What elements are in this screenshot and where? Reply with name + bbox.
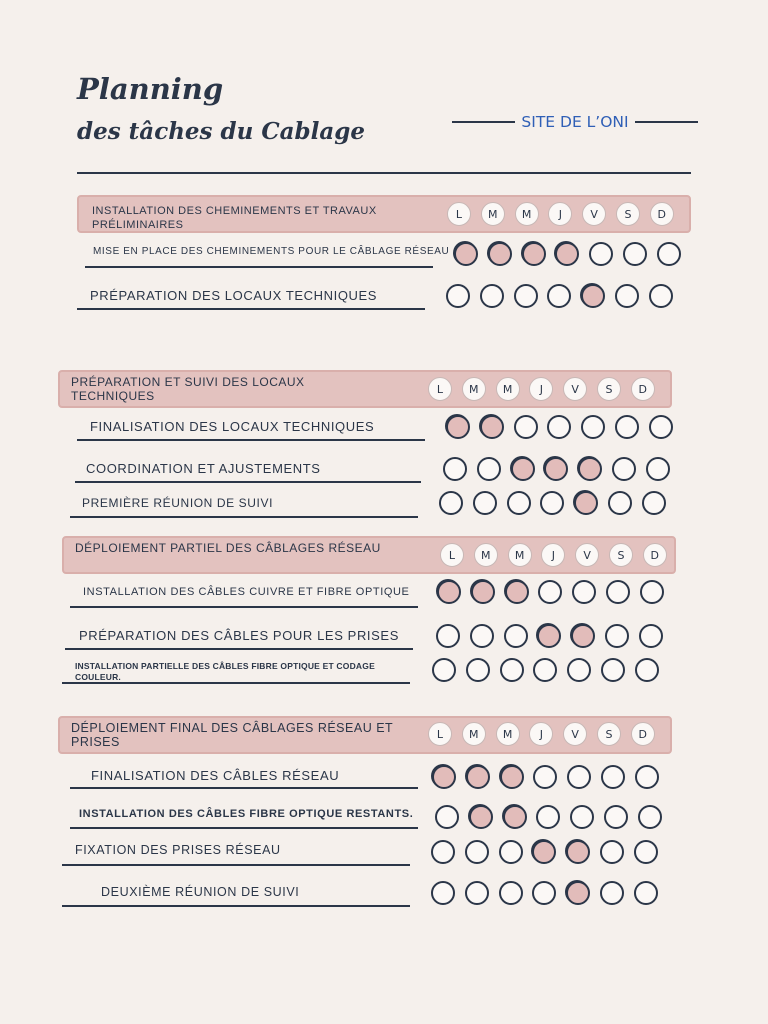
day-checkbox-empty[interactable] bbox=[507, 491, 531, 515]
day-label: D bbox=[631, 722, 655, 746]
task-underline bbox=[70, 827, 418, 829]
task-underline bbox=[77, 439, 425, 441]
day-checkbox-filled[interactable] bbox=[488, 242, 512, 266]
day-checkbox-empty[interactable] bbox=[499, 881, 523, 905]
day-checkbox-filled[interactable] bbox=[566, 881, 590, 905]
day-checkbox-empty[interactable] bbox=[533, 658, 557, 682]
day-checkbox-empty[interactable] bbox=[473, 491, 497, 515]
day-checkbox-empty[interactable] bbox=[432, 658, 456, 682]
day-checkbox-empty[interactable] bbox=[600, 881, 624, 905]
page-title: Planning bbox=[77, 72, 224, 106]
day-checkbox-empty[interactable] bbox=[431, 881, 455, 905]
day-checkbox-empty[interactable] bbox=[567, 765, 591, 789]
day-checkbox-filled[interactable] bbox=[544, 457, 568, 481]
day-checkbox-filled[interactable] bbox=[505, 580, 529, 604]
title-divider bbox=[77, 172, 691, 174]
day-checkbox-filled[interactable] bbox=[437, 580, 461, 604]
day-label: L bbox=[428, 722, 452, 746]
day-checkbox-empty[interactable] bbox=[465, 881, 489, 905]
task-underline bbox=[62, 864, 410, 866]
task-underline bbox=[70, 787, 418, 789]
task-label: PRÉPARATION DES LOCAUX TECHNIQUES bbox=[90, 288, 378, 303]
day-label: L bbox=[428, 377, 452, 401]
day-checkbox-empty[interactable] bbox=[640, 580, 664, 604]
task-underline bbox=[70, 606, 418, 608]
task-label: FINALISATION DES LOCAUX TECHNIQUES bbox=[90, 419, 375, 434]
day-checkbox-empty[interactable] bbox=[532, 881, 556, 905]
day-label: D bbox=[650, 202, 674, 226]
day-checkbox-empty[interactable] bbox=[439, 491, 463, 515]
day-label: M bbox=[474, 543, 498, 567]
day-checkbox-empty[interactable] bbox=[477, 457, 501, 481]
day-checkbox-empty[interactable] bbox=[572, 580, 596, 604]
section-title: PRÉPARATION ET SUIVI DES LOCAUX TECHNIQUES bbox=[71, 375, 305, 403]
task-label: INSTALLATION PARTIELLE DES CÂBLES FIBRE OPTIQUE ET CODAGE COULEUR. bbox=[75, 661, 375, 682]
task-underline bbox=[75, 481, 421, 483]
day-checkbox-empty[interactable] bbox=[547, 284, 571, 308]
task-label: PRÉPARATION DES CÂBLES POUR LES PRISES bbox=[79, 628, 399, 643]
day-checkbox-filled[interactable] bbox=[471, 580, 495, 604]
day-checkbox-filled[interactable] bbox=[503, 805, 527, 829]
day-checkbox-empty[interactable] bbox=[608, 491, 632, 515]
day-checkbox-filled[interactable] bbox=[555, 242, 579, 266]
day-checkbox-filled[interactable] bbox=[480, 415, 504, 439]
day-checkbox-empty[interactable] bbox=[538, 580, 562, 604]
site-rule-left bbox=[452, 121, 515, 123]
day-checkbox-empty[interactable] bbox=[570, 805, 594, 829]
day-label: M bbox=[462, 722, 486, 746]
day-checkbox-empty[interactable] bbox=[605, 624, 629, 648]
day-checkbox-empty[interactable] bbox=[612, 457, 636, 481]
day-checkbox-empty[interactable] bbox=[567, 658, 591, 682]
day-label: J bbox=[541, 543, 565, 567]
day-checkbox-filled[interactable] bbox=[581, 284, 605, 308]
day-label: J bbox=[548, 202, 572, 226]
task-label: COORDINATION ET AJUSTEMENTS bbox=[86, 461, 321, 476]
day-checkbox-empty[interactable] bbox=[635, 658, 659, 682]
section-title: INSTALLATION DES CHEMINEMENTS ET TRAVAUX PRÉLIMINAIRES bbox=[92, 205, 377, 231]
day-label: S bbox=[616, 202, 640, 226]
task-label: FINALISATION DES CÂBLES RÉSEAU bbox=[91, 768, 340, 783]
day-checkbox-filled[interactable] bbox=[574, 491, 598, 515]
day-label: J bbox=[529, 722, 553, 746]
day-checkbox-empty[interactable] bbox=[589, 242, 613, 266]
day-checkbox-empty[interactable] bbox=[480, 284, 504, 308]
day-label: M bbox=[496, 722, 520, 746]
day-checkbox-empty[interactable] bbox=[533, 765, 557, 789]
day-checkbox-filled[interactable] bbox=[537, 624, 561, 648]
day-checkbox-empty[interactable] bbox=[646, 457, 670, 481]
section-title: DÉPLOIEMENT FINAL DES CÂBLAGES RÉSEAU ET PRISES bbox=[71, 721, 393, 749]
day-checkbox-empty[interactable] bbox=[615, 284, 639, 308]
task-underline bbox=[65, 648, 413, 650]
day-label: S bbox=[609, 543, 633, 567]
day-checkbox-empty[interactable] bbox=[634, 840, 658, 864]
task-underline bbox=[70, 516, 418, 518]
day-label: M bbox=[515, 202, 539, 226]
day-checkbox-empty[interactable] bbox=[601, 658, 625, 682]
day-checkbox-filled[interactable] bbox=[432, 765, 456, 789]
day-label: L bbox=[440, 543, 464, 567]
day-checkbox-empty[interactable] bbox=[514, 415, 538, 439]
task-label: MISE EN PLACE DES CHEMINEMENTS POUR LE CÂBLAGE RÉSEAU bbox=[93, 246, 450, 257]
day-checkbox-filled[interactable] bbox=[469, 805, 493, 829]
day-checkbox-filled[interactable] bbox=[454, 242, 478, 266]
day-label: M bbox=[508, 543, 532, 567]
day-checkbox-empty[interactable] bbox=[466, 658, 490, 682]
day-checkbox-empty[interactable] bbox=[639, 624, 663, 648]
day-checkbox-empty[interactable] bbox=[500, 658, 524, 682]
site-name: SITE DE L’ONI bbox=[521, 113, 629, 131]
day-checkbox-filled[interactable] bbox=[522, 242, 546, 266]
day-checkbox-filled[interactable] bbox=[578, 457, 602, 481]
site-rule-right bbox=[635, 121, 698, 123]
day-checkbox-empty[interactable] bbox=[443, 457, 467, 481]
day-label: D bbox=[643, 543, 667, 567]
day-checkbox-empty[interactable] bbox=[536, 805, 560, 829]
day-label: M bbox=[496, 377, 520, 401]
task-underline bbox=[62, 905, 410, 907]
day-checkbox-empty[interactable] bbox=[604, 805, 628, 829]
day-label: V bbox=[575, 543, 599, 567]
day-label: S bbox=[597, 722, 621, 746]
day-checkbox-empty[interactable] bbox=[514, 284, 538, 308]
day-checkbox-empty[interactable] bbox=[431, 840, 455, 864]
day-checkbox-empty[interactable] bbox=[600, 840, 624, 864]
day-checkbox-empty[interactable] bbox=[540, 491, 564, 515]
day-checkbox-empty[interactable] bbox=[657, 242, 681, 266]
day-checkbox-filled[interactable] bbox=[532, 840, 556, 864]
task-underline bbox=[77, 308, 425, 310]
day-checkbox-empty[interactable] bbox=[435, 805, 459, 829]
day-checkbox-empty[interactable] bbox=[638, 805, 662, 829]
day-checkbox-empty[interactable] bbox=[606, 580, 630, 604]
day-label: M bbox=[462, 377, 486, 401]
day-checkbox-filled[interactable] bbox=[566, 840, 590, 864]
day-checkbox-empty[interactable] bbox=[470, 624, 494, 648]
day-label: L bbox=[447, 202, 471, 226]
day-checkbox-filled[interactable] bbox=[571, 624, 595, 648]
day-label: V bbox=[563, 722, 587, 746]
day-checkbox-filled[interactable] bbox=[466, 765, 490, 789]
day-checkbox-empty[interactable] bbox=[601, 765, 625, 789]
day-checkbox-empty[interactable] bbox=[634, 881, 658, 905]
day-checkbox-empty[interactable] bbox=[581, 415, 605, 439]
page-subtitle: des tâches du Cablage bbox=[77, 118, 365, 145]
task-underline bbox=[62, 682, 410, 684]
day-checkbox-empty[interactable] bbox=[499, 840, 523, 864]
day-checkbox-empty[interactable] bbox=[446, 284, 470, 308]
day-checkbox-empty[interactable] bbox=[547, 415, 571, 439]
day-checkbox-empty[interactable] bbox=[623, 242, 647, 266]
task-label: INSTALLATION DES CÂBLES CUIVRE ET FIBRE OPTIQUE bbox=[83, 586, 410, 598]
day-label: S bbox=[597, 377, 621, 401]
day-checkbox-empty[interactable] bbox=[465, 840, 489, 864]
task-label: INSTALLATION DES CÂBLES FIBRE OPTIQUE RESTANTS. bbox=[79, 808, 414, 820]
day-checkbox-filled[interactable] bbox=[446, 415, 470, 439]
day-checkbox-empty[interactable] bbox=[504, 624, 528, 648]
task-label: DEUXIÈME RÉUNION DE SUIVI bbox=[101, 885, 300, 899]
day-checkbox-empty[interactable] bbox=[635, 765, 659, 789]
day-label: D bbox=[631, 377, 655, 401]
day-checkbox-empty[interactable] bbox=[649, 415, 673, 439]
day-checkbox-empty[interactable] bbox=[615, 415, 639, 439]
task-label: PREMIÈRE RÉUNION DE SUIVI bbox=[82, 496, 274, 510]
site-label bbox=[452, 113, 698, 131]
day-checkbox-filled[interactable] bbox=[511, 457, 535, 481]
day-label: J bbox=[529, 377, 553, 401]
section-title: DÉPLOIEMENT PARTIEL DES CÂBLAGES RÉSEAU bbox=[75, 541, 381, 555]
day-label: M bbox=[481, 202, 505, 226]
day-checkbox-empty[interactable] bbox=[649, 284, 673, 308]
task-label: FIXATION DES PRISES RÉSEAU bbox=[75, 843, 281, 857]
day-checkbox-empty[interactable] bbox=[436, 624, 460, 648]
day-checkbox-filled[interactable] bbox=[500, 765, 524, 789]
day-label: V bbox=[582, 202, 606, 226]
task-underline bbox=[85, 266, 433, 268]
day-label: V bbox=[563, 377, 587, 401]
day-checkbox-empty[interactable] bbox=[642, 491, 666, 515]
